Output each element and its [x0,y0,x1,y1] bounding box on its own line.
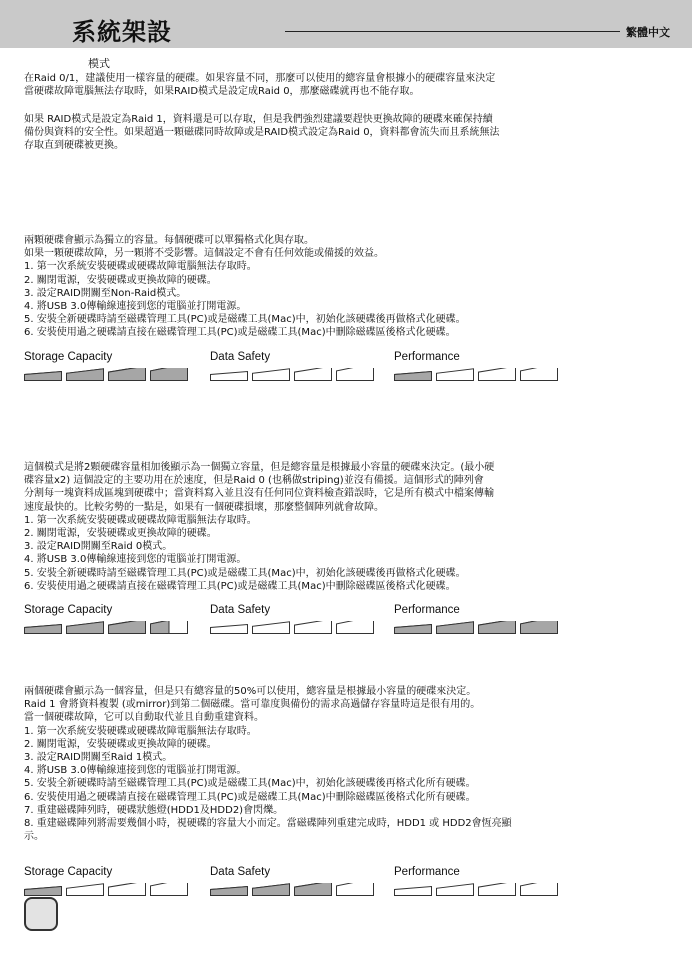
rating-bar-fill [253,884,290,896]
rating-bar [67,884,104,896]
rating-bars [210,883,380,897]
rating-bars [24,883,194,897]
rating-label: Data Safety [210,866,271,878]
rating-bar-fill [67,369,104,381]
rating-bars [394,883,564,897]
rating-bar-fill [395,625,432,634]
raid1-ratings [24,866,664,900]
rating-bar [437,884,474,896]
rating-bar [337,368,374,381]
rating-bar [151,883,188,896]
rating-label: Performance [394,351,460,363]
rating-bar-fill [479,621,516,634]
language-label: 繁體中文 [626,26,670,39]
rating-bar [337,883,374,896]
rating-label: Storage Capacity [24,351,113,363]
rating-bar [295,621,332,634]
rating-bar-fill [109,621,146,634]
rating-bar-fill [25,372,62,381]
rating-bar-fill [25,625,62,634]
non-raid-description: 兩顆硬碟會顯示為獨立的容量。每個硬碟可以單獨格式化與存取。 如果一顆硬碟故障，另一顆將不受影響。這個設定不會有任何效能或備援的效益。 1. 第一次系統安裝硬碟或硬碟故障電腦無法存取時。 2. 關閉電源，安裝硬碟或更換故障的硬碟。 3. 設定RAID開關至Non-Raid模式。 4. 將USB 3.0傳輸線連接到您的電腦並打開電源。 5. 安裝全新硬碟時請至磁碟管理工具(PC)或是磁碟工具(Mac)中，初始化該硬碟後再做格式化硬碟。 6. 安裝使用過之硬碟請直接在磁碟管理工具(PC)或是磁碟工具(Mac)中刪除磁碟區後格式化硬碟。 [24,235,466,339]
rating-bar-fill [109,368,146,381]
rating-bar [337,621,374,634]
rating-bars [210,621,380,635]
rating-bar-fill [25,887,62,896]
rating-bar [211,372,248,381]
rating-bar-fill [395,372,432,381]
rating-label: Performance [394,866,460,878]
raid1-description: 兩個硬碟會顯示為一個容量，但是只有總容量的50%可以使用，總容量是根據最小容量的硬碟來決定。 Raid 1 會將資料複製 (或mirror)到第二個磁碟。當可靠度與備份的需求高過儲存容量時這是很有用的。 當一個硬碟故障，它可以自動取代並且自動重建資料。 1. 第一次系統安裝硬碟或硬碟故障電腦無法存取時。 2. 關閉電源，安裝硬碟或更換故障的硬碟。 3. 設定RAID開關至Raid 1模式。 4. 將USB 3.0傳輸線連接到您的電腦並打開電源。 5. 安裝全新硬碟時請至磁碟管理工具(PC)或是磁碟工具(Mac)中，初始化該硬碟後再格式化所有硬碟。 6. 安裝使用過之硬碟請直接在磁碟管理工具(PC)或是磁碟工具(Mac)中刪除磁碟區後格式化所有硬碟。 7. 重建磁碟陣列時，硬碟狀態燈(HDD1及HDD2)會閃爍。 8. 重建磁碟陣列將需要幾個小時，視硬碟的容量大小而定。當磁碟陣列重建完成時，HDD1 或 HDD2會恆亮顯 示。 [24,686,512,843]
rating-bar [521,368,558,381]
rating-bar [395,887,432,896]
rating-label: Performance [394,604,460,616]
mode-label: 模式 [88,57,110,70]
rating-bar [211,625,248,634]
rating-bars [24,368,194,382]
rating-bar [521,883,558,896]
raid0-description: 這個模式是將2顆硬碟容量相加後顯示為一個獨立容量，但是總容量是根據最小容量的硬碟來決定。(最小硬 碟容量x2) 這個設定的主要功用在於速度，但是Raid 0 (也稱做striping)並沒有備援。這個形式的陣列會 分割每一塊資料成區塊到硬碟中；當資料寫入並且沒有任何同位資料檢查錯誤時，它是所有模式中檔案傳輸 速度最快的。比較劣勢的一點是，如果有一個硬碟損壞，那麼整個陣列就會故障。 1. 第一次系統安裝硬碟或硬碟故障電腦無法存取時。 2. 關閉電源，安裝硬碟或更換故障的硬碟。 3. 設定RAID開關至Raid 0模式。 4. 將USB 3.0傳輸線連接到您的電腦並打開電源。 5. 安裝全新硬碟時請至磁碟管理工具(PC)或是磁碟工具(Mac)中，初始化該硬碟後再做格式化硬碟。 6. 安裝使用過之硬碟請直接在磁碟管理工具(PC)或是磁碟工具(Mac)中刪除磁碟區後格式化硬碟。 [24,462,495,592]
rating-bar-fill [151,368,188,381]
rating-bar-fill [295,883,332,896]
intro-paragraph-1: 在Raid 0/1，建議使用一樣容量的硬碟。如果容量不同，那麼可以使用的總容量會根據小的硬碟容量來決定 當硬碟故障電腦無法存取時，如果RAID模式是設定成Raid 0，那麼磁碟就再也不能存取。 [24,73,496,98]
rating-bar-fill [211,887,248,896]
rating-bar [109,883,146,896]
rating-bars [210,368,380,382]
rating-bar-fill [437,622,474,634]
page-title: 系統架設 [72,18,172,46]
rating-bar [295,368,332,381]
raid0-ratings [24,604,664,638]
rating-bar-fill [521,621,558,634]
rating-bar [253,622,290,634]
page-header [0,0,692,48]
rating-bar [479,368,516,381]
rating-bars [24,621,194,635]
rating-bar-fill [151,621,170,634]
page-number-tab [24,897,58,931]
rating-label: Storage Capacity [24,866,113,878]
rating-bar-fill [67,622,104,634]
intro-paragraph-2: 如果 RAID模式是設定為Raid 1，資料還是可以存取，但是我們強烈建議要趕快更換故障的硬碟來確保持續 備份與資料的安全性。如果超過一顆磁碟同時故障或是RAID模式設定為Raid 0，資料都會流失而且系統無法 存取直到硬碟被更換。 [24,114,500,152]
non-raid-ratings [24,351,664,385]
rating-bars [394,621,564,635]
rating-label: Data Safety [210,351,271,363]
rating-bar [479,883,516,896]
rating-label: Storage Capacity [24,604,113,616]
rating-label: Data Safety [210,604,271,616]
rating-bar [437,369,474,381]
rating-bar [253,369,290,381]
rating-bars [394,368,564,382]
header-rule [285,31,620,32]
